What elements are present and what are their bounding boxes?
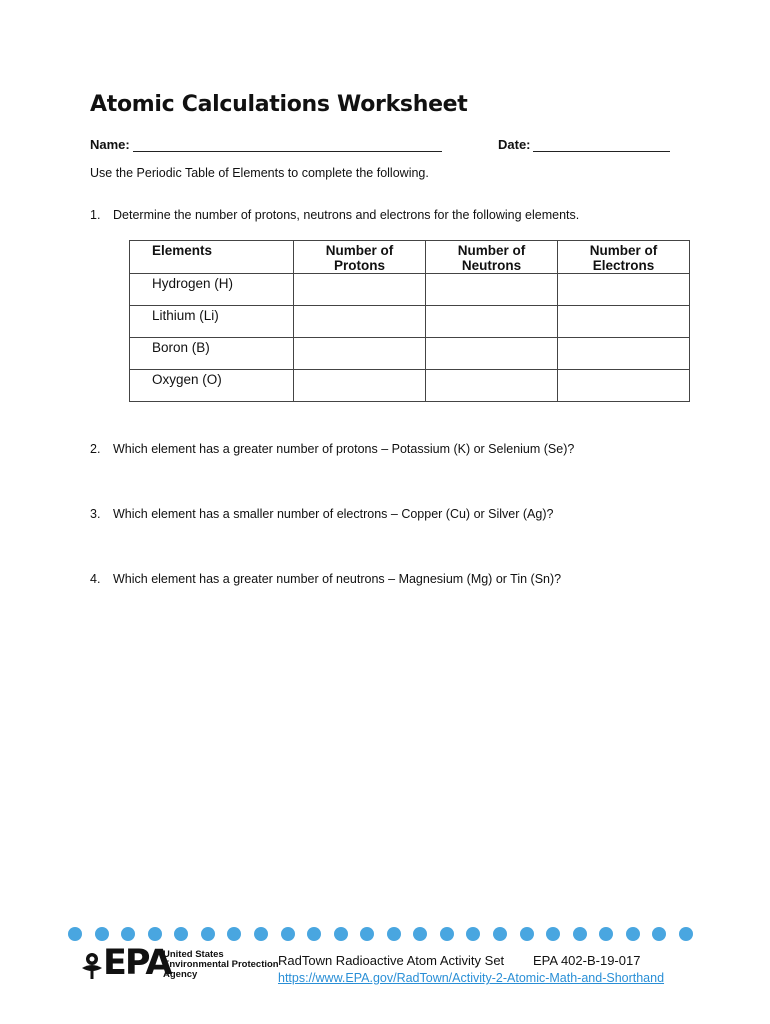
dot [546,927,560,941]
electrons-cell[interactable] [558,306,690,338]
dot [148,927,162,941]
table-row [130,274,690,306]
protons-cell[interactable] [294,370,426,402]
table-header-row [130,241,690,274]
table-row [130,370,690,402]
protons-cell[interactable] [294,306,426,338]
protons-cell[interactable] [294,338,426,370]
dot [413,927,427,941]
dot [95,927,109,941]
decorative-dot-row [68,927,693,943]
neutrons-cell[interactable] [426,338,558,370]
neutrons-cell[interactable] [426,306,558,338]
header-electrons-label: Number of Electrons [589,243,658,273]
dot [493,927,507,941]
dot [626,927,640,941]
question-number: 2. [90,442,101,456]
agency-line: Agency [163,969,198,980]
date-field[interactable] [533,151,670,152]
header-neutrons-label: Number of Neutrons [457,243,526,273]
epa-logo-text: EPA [103,943,171,983]
element-name: Hydrogen (H) [130,274,294,306]
footer-activity-set: RadTown Radioactive Atom Activity Set [278,953,505,968]
header-electrons [558,241,690,274]
dot [573,927,587,941]
page-title: Atomic Calculations Worksheet [90,92,468,117]
electrons-cell[interactable] [558,370,690,402]
electrons-cell[interactable] [558,274,690,306]
agency-name [163,950,279,980]
neutrons-cell[interactable] [426,274,558,306]
footer-link[interactable]: https://www.EPA.gov/RadTown/Activity-2-Atomic-Math-and-Shorthand [278,971,665,985]
epa-flower-icon [80,950,104,980]
dot [68,927,82,941]
footer-doc-code: EPA 402-B-19-017 [533,953,641,968]
header-elements: Elements [130,241,294,274]
dot [440,927,454,941]
dot [520,927,534,941]
question-number: 1. [90,208,101,222]
dot [281,927,295,941]
element-name: Oxygen (O) [130,370,294,402]
neutrons-cell[interactable] [426,370,558,402]
electrons-cell[interactable] [558,338,690,370]
name-field[interactable] [133,151,442,152]
instructions: Use the Periodic Table of Elements to complete the following. [90,166,429,180]
dot [227,927,241,941]
dot [360,927,374,941]
agency-line: United States [163,949,224,960]
dot [254,927,268,941]
dot [466,927,480,941]
date-label: Date: [498,137,531,152]
question-text: Determine the number of protons, neutrons and electrons for the following elements. [113,208,580,222]
dot [307,927,321,941]
dot [201,927,215,941]
dot [121,927,135,941]
table-row [130,306,690,338]
element-name: Boron (B) [130,338,294,370]
question-text: Which element has a greater number of neutrons – Magnesium (Mg) or Tin (Sn)? [113,572,562,586]
dot [174,927,188,941]
question-text: Which element has a smaller number of electrons – Copper (Cu) or Silver (Ag)? [113,507,554,521]
table-row [130,338,690,370]
dot [599,927,613,941]
header-protons-label: Number of Protons [325,243,394,273]
agency-line: Environmental Protection [163,959,279,970]
name-label: Name: [90,137,130,152]
dot [679,927,693,941]
header-neutrons [426,241,558,274]
question-text: Which element has a greater number of protons – Potassium (K) or Selenium (Se)? [113,442,575,456]
question-number: 4. [90,572,101,586]
dot [652,927,666,941]
element-name: Lithium (Li) [130,306,294,338]
dot [334,927,348,941]
element-table [129,240,690,402]
question-number: 3. [90,507,101,521]
dot [387,927,401,941]
header-protons [294,241,426,274]
protons-cell[interactable] [294,274,426,306]
